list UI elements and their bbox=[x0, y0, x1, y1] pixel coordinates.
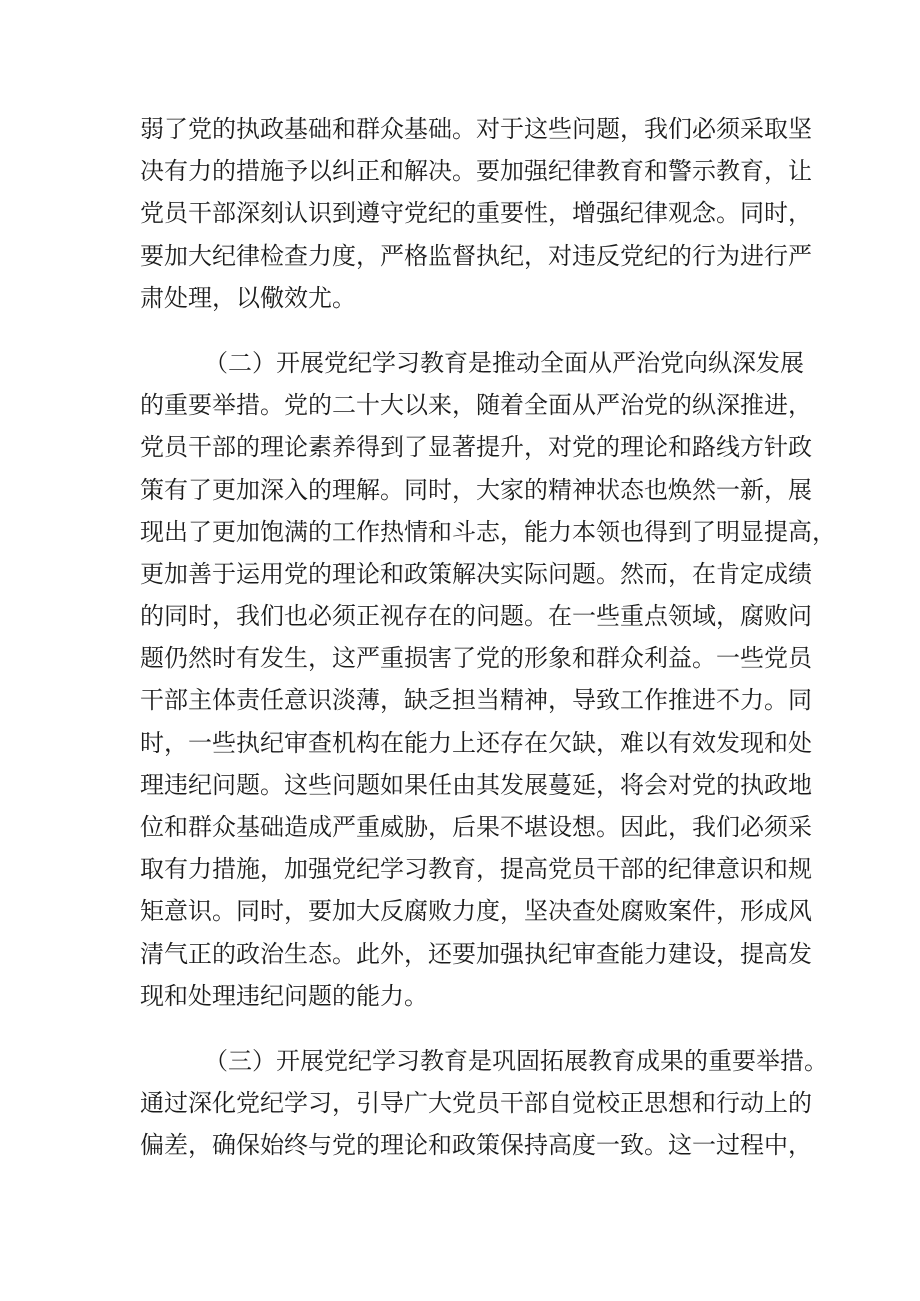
text-line: 党员干部的理论素养得到了显著提升，对党的理论和路线方针政 bbox=[140, 433, 812, 462]
paragraph-3 bbox=[140, 1040, 828, 1167]
text-line: 肃处理，以儆效尤。 bbox=[140, 283, 356, 312]
text-line: 的同时，我们也必须正视存在的问题。在一些重点领域，腐败问 bbox=[140, 602, 812, 631]
text-line: 党员干部深刻认识到遵守党纪的重要性，增强纪律观念。同时， bbox=[140, 199, 812, 228]
text-line: 弱了党的执政基础和群众基础。对于这些问题，我们必须采取坚 bbox=[140, 115, 812, 143]
text-line: 取有力措施，加强党纪学习教育，提高党员干部的纪律意识和规 bbox=[140, 855, 812, 884]
text-line: 更加善于运用党的理论和政策解决实际问题。然而，在肯定成绩 bbox=[140, 559, 812, 588]
text-line: 决有力的措施予以纠正和解决。要加强纪律教育和警示教育，让 bbox=[140, 157, 812, 186]
text-line: 时，一些执纪审查机构在能力上还存在欠缺，难以有效发现和处 bbox=[140, 728, 812, 757]
paragraph-spacing bbox=[140, 1017, 792, 1040]
text-line: 的重要举措。党的二十大以来，随着全面从严治党的纵深推进， bbox=[140, 391, 812, 420]
text-line: 理违纪问题。这些问题如果任由其发展蔓延，将会对党的执政地 bbox=[140, 770, 812, 799]
text-line: 通过深化党纪学习，引导广大党员干部自觉校正思想和行动上的 bbox=[140, 1089, 812, 1118]
text-line: （三）开展党纪学习教育是巩固拓展教育成果的重要举措。 bbox=[204, 1046, 828, 1075]
paragraph-1 bbox=[140, 108, 812, 319]
text-line: 题仍然时有发生，这严重损害了党的形象和群众利益。一些党员 bbox=[140, 644, 812, 673]
text-line: 干部主体责任意识淡薄，缺乏担当精神，导致工作推进不力。同 bbox=[140, 686, 812, 715]
text-line: 现和处理违纪问题的能力。 bbox=[140, 981, 428, 1010]
text-line: （二）开展党纪学习教育是推动全面从严治党向纵深发展 bbox=[204, 348, 804, 377]
paragraph-2 bbox=[140, 342, 836, 1017]
text-line: 现出了更加饱满的工作热情和斗志，能力本领也得到了明显提高， bbox=[140, 517, 836, 546]
text-line: 要加大纪律检查力度，严格监督执纪，对违反党纪的行为进行严 bbox=[140, 241, 812, 270]
text-line: 清气正的政治生态。此外，还要加强执纪审查能力建设，提高发 bbox=[140, 939, 812, 968]
text-line: 偏差，确保始终与党的理论和政策保持高度一致。这一过程中， bbox=[140, 1131, 812, 1160]
text-line: 位和群众基础造成严重威胁，后果不堪设想。因此，我们必须采 bbox=[140, 813, 812, 841]
paragraph-spacing bbox=[140, 319, 792, 342]
document-body bbox=[140, 108, 836, 1167]
text-line: 策有了更加深入的理解。同时，大家的精神状态也焕然一新，展 bbox=[140, 475, 812, 504]
text-line: 矩意识。同时，要加大反腐败力度，坚决查处腐败案件，形成风 bbox=[140, 897, 812, 926]
